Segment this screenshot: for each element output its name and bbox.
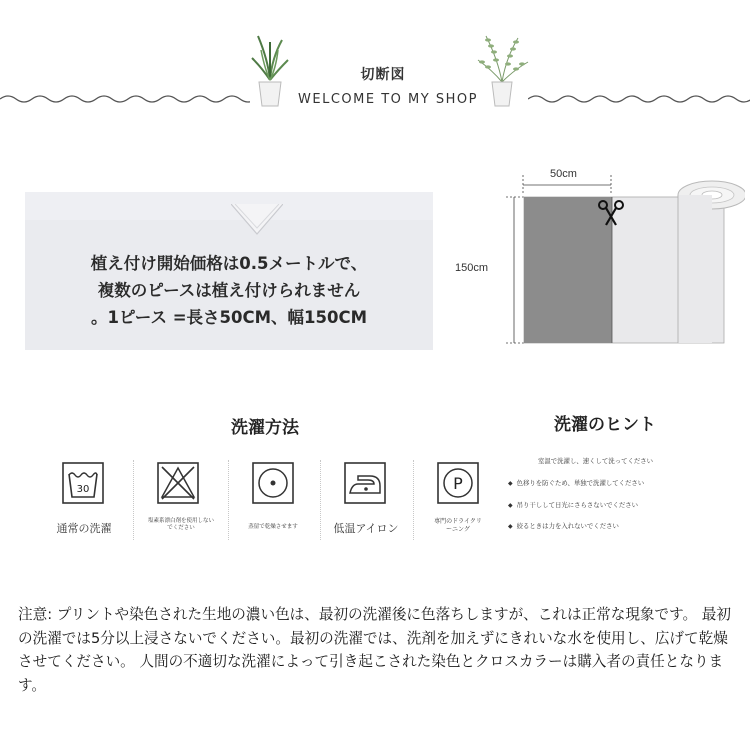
scissors-icon — [596, 198, 626, 228]
no-bleach-icon — [157, 462, 199, 504]
icon-label: 低温アイロン — [333, 522, 399, 535]
info-line: 植え付け開始価格は0.5メートルで、 — [90, 254, 368, 273]
icon-separator — [413, 460, 414, 540]
section-title: 切断図 — [360, 67, 406, 83]
wash-30-icon — [62, 462, 104, 504]
tip-line: ◆ 色移りを防ぐため、単独で洗濯してください — [508, 478, 728, 487]
icon-label: 専門のドライクリーニング — [434, 518, 482, 533]
washing-tips-title: 洗濯のヒント — [554, 415, 656, 435]
tumble-dry-icon — [252, 462, 294, 504]
tip-line: ◆ 吊り干しして日光にさらさないでください — [508, 500, 728, 509]
tip-line: ◆ 絞るときは力を入れないでください — [508, 521, 728, 530]
wavy-divider-left — [0, 92, 250, 106]
dry-clean-p-icon — [437, 462, 479, 504]
care-notice-text: 注意: プリントや染色された生地の濃い色は、最初の洗濯後に色落ちしますが、これは正常な現象です。 最初の洗濯では5分以上浸さないでください。最初の洗濯では、洗剤を加えずにきれいな水を使用し、広げて乾燥させてください。 人間の不適切な洗濯によって引き起こされた染色とクロスカラーは購入者の責任となります。 — [18, 606, 731, 694]
purchase-info-text — [25, 250, 433, 331]
icon-label: 塩素系漂白剤を使用しないでください — [147, 518, 214, 531]
fabric-width-label: 50cm — [550, 168, 577, 180]
info-line: 複数のピースは植え付けられません — [97, 281, 361, 300]
fabric-cut-diagram — [500, 165, 745, 350]
icon-label: 蒸留で乾燥させます — [248, 524, 298, 530]
fabric-height-label: 150cm — [455, 262, 489, 274]
washing-tips-list — [502, 438, 722, 540]
potted-plant-icon — [472, 30, 532, 110]
potted-plant-icon — [248, 30, 292, 110]
panel-top-band — [25, 192, 433, 220]
icon-separator — [320, 460, 321, 540]
info-line: 。1ピース =長さ50CM、幅150CM — [90, 308, 368, 327]
page-header — [0, 0, 750, 125]
down-arrow-notch-icon — [231, 204, 283, 240]
shop-welcome-text: WELCOME TO MY SHOP — [298, 92, 478, 107]
icon-separator — [133, 460, 134, 540]
washing-method-title: 洗濯方法 — [231, 418, 299, 438]
tip-line: 室温で洗濯し、速くして洗ってください — [538, 457, 654, 465]
icon-label: 通常の洗濯 — [56, 522, 112, 535]
wavy-divider-right — [528, 92, 750, 106]
dry-clean-letter: P — [453, 474, 463, 493]
purchase-info-panel — [25, 192, 433, 350]
wash-temperature: 30 — [76, 484, 90, 495]
icon-separator — [228, 460, 229, 540]
iron-low-icon — [344, 462, 386, 504]
